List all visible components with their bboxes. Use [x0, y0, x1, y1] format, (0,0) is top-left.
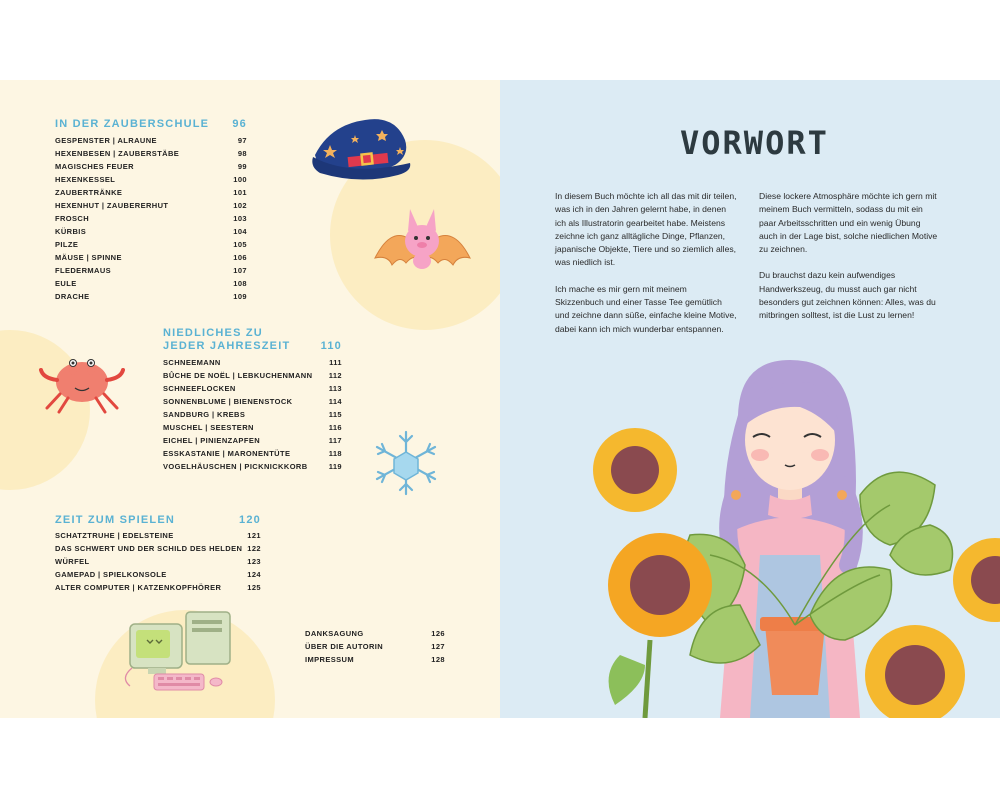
toc-item-label: EICHEL | PINIENZAPFEN: [163, 436, 261, 445]
toc-item-label: HEXENHUT | ZAUBERERHUT: [55, 201, 169, 210]
girl-with-plant-illustration: [590, 355, 1000, 718]
toc-item-label: FLEDERMAUS: [55, 266, 112, 275]
toc-item-label: ÜBER DIE AUTORIN: [305, 642, 384, 651]
foreword-paragraph: Du brauchst dazu kein aufwendiges Handwerkszeug, du musst auch gar nicht besonders gut zeichnen können: Alles, was du mitbringen solltest, ist die Lust zu lernen!: [759, 270, 936, 321]
toc-item[interactable]: [55, 581, 261, 594]
toc-item[interactable]: [55, 568, 261, 581]
toc-item[interactable]: [55, 277, 247, 290]
toc-item-page: 122: [247, 544, 261, 553]
toc-item-label: VOGELHÄUSCHEN | PICKNICKKORB: [163, 462, 308, 471]
bat-illustration: [370, 203, 475, 278]
toc-item-page: 115: [328, 410, 342, 419]
toc-item[interactable]: [55, 264, 247, 277]
toc-item[interactable]: [55, 134, 247, 147]
toc-item[interactable]: [163, 395, 342, 408]
toc-end-items: [305, 627, 445, 666]
toc-item-label: GAMEPAD | SPIELKONSOLE: [55, 570, 167, 579]
foreword-title: VORWORT: [680, 124, 829, 162]
toc-item-label: FROSCH: [55, 214, 90, 223]
toc-item-page: 123: [247, 557, 261, 566]
toc-item[interactable]: [55, 225, 247, 238]
toc-item-label: DAS SCHWERT UND DER SCHILD DES HELDEN: [55, 544, 243, 553]
toc-item-label: PILZE: [55, 240, 79, 249]
toc-item-label: DANKSAGUNG: [305, 629, 364, 638]
snowflake-illustration: [368, 428, 444, 498]
toc-item-label: SONNENBLUME | BIENENSTOCK: [163, 397, 293, 406]
toc-item-page: 126: [431, 629, 445, 638]
toc-item[interactable]: [55, 199, 247, 212]
toc-item-page: 97: [237, 136, 247, 145]
toc-item-page: 106: [233, 253, 247, 262]
foreword-paragraph: In diesem Buch möchte ich all das mit dir teilen, was ich in den Jahren gelernt habe, in denen ich als Illustratorin gearbeitet habe. Meistens zeichne ich ganz alltägliche Dinge, Pflanzen, japanische Objekte, Tiere und so ziemlich alles, was niedlich ist.: [555, 191, 737, 268]
toc-item[interactable]: [55, 542, 261, 555]
toc-section-zauberschule: [55, 118, 247, 303]
toc-item-page: 111: [329, 358, 342, 367]
book-spread: [0, 80, 1000, 718]
toc-item[interactable]: [55, 173, 247, 186]
toc-item[interactable]: [163, 382, 342, 395]
toc-item-label: HEXENBESEN | ZAUBERSTÄBE: [55, 149, 180, 158]
toc-item[interactable]: [163, 408, 342, 421]
toc-item-page: 117: [328, 436, 342, 445]
foreword-column-right: [759, 190, 941, 336]
toc-item-page: 98: [237, 149, 247, 158]
toc-item-label: SANDBURG | KREBS: [163, 410, 246, 419]
toc-item[interactable]: [55, 290, 247, 303]
toc-item[interactable]: [163, 369, 342, 382]
toc-item-label: SCHATZTRUHE | EDELSTEINE: [55, 531, 174, 540]
toc-item[interactable]: [163, 460, 342, 473]
toc-item-label: ZAUBERTRÄNKE: [55, 188, 123, 197]
toc-item-label: MÄUSE | SPINNE: [55, 253, 122, 262]
toc-item-page: 101: [233, 188, 247, 197]
toc-section-spielen: [55, 514, 261, 594]
foreword-paragraph: Ich mache es mir gern mit meinem Skizzenbuch und einer Tasse Tee gemütlich und zeichne dann süße, einfache kleine Motive, dabei kann ich mich wunderbar entspannen.: [555, 283, 737, 334]
toc-item-page: 100: [233, 175, 247, 184]
witch-hat-illustration: [310, 115, 415, 185]
toc-item[interactable]: [55, 212, 247, 225]
toc-page: [0, 80, 500, 718]
crab-illustration: [35, 342, 130, 417]
toc-item-page: 107: [233, 266, 247, 275]
section-title[interactable]: JEDER JAHRESZEIT 110: [163, 340, 342, 352]
toc-item-page: 121: [247, 531, 261, 540]
toc-item[interactable]: [305, 640, 445, 653]
toc-item-page: 103: [233, 214, 247, 223]
toc-item[interactable]: [55, 251, 247, 264]
toc-item-page: 125: [247, 583, 261, 592]
toc-item[interactable]: [305, 627, 445, 640]
toc-item-page: 127: [431, 642, 445, 651]
toc-item-label: MUSCHEL | SEESTERN: [163, 423, 254, 432]
foreword-column-left: [555, 190, 737, 349]
toc-item[interactable]: [55, 529, 261, 542]
toc-item-page: 113: [328, 384, 342, 393]
toc-item-label: SCHNEEFLOCKEN: [163, 384, 236, 393]
toc-item-page: 99: [237, 162, 247, 171]
toc-item[interactable]: [55, 186, 247, 199]
toc-item-page: 116: [328, 423, 342, 432]
section-title[interactable]: NIEDLICHES ZU: [163, 327, 263, 339]
toc-item-page: 109: [233, 292, 247, 301]
toc-item[interactable]: [163, 356, 342, 369]
toc-item[interactable]: [163, 434, 342, 447]
toc-item-page: 102: [233, 201, 247, 210]
foreword-page: [500, 80, 1000, 718]
toc-item-label: HEXENKESSEL: [55, 175, 116, 184]
toc-item[interactable]: [55, 147, 247, 160]
toc-item-page: 124: [247, 570, 261, 579]
toc-item-page: 118: [328, 449, 342, 458]
toc-item-label: ALTER COMPUTER | KATZENKOPFHÖRER: [55, 583, 222, 592]
foreword-paragraph: Diese lockere Atmosphäre möchte ich gern mit meinem Buch vermitteln, sodass du mit ein paar Arbeitsschritten und ein wenig Übung auch in der Lage bist, solche niedlichen Motive zu zeichnen.: [759, 191, 938, 255]
toc-item-page: 128: [431, 655, 445, 664]
toc-item-label: SCHNEEMANN: [163, 358, 221, 367]
toc-item-page: 108: [233, 279, 247, 288]
toc-item-label: IMPRESSUM: [305, 655, 355, 664]
toc-item-label: EULE: [55, 279, 77, 288]
toc-item-label: DRACHE: [55, 292, 90, 301]
section-title[interactable]: ZEIT ZUM SPIELEN 120: [55, 514, 261, 526]
toc-item[interactable]: [55, 160, 247, 173]
toc-item-page: 104: [233, 227, 247, 236]
toc-item-label: WÜRFEL: [55, 557, 90, 566]
section-title[interactable]: IN DER ZAUBERSCHULE 96: [55, 118, 247, 130]
toc-item-page: 114: [328, 397, 342, 406]
toc-item-page: 119: [328, 462, 342, 471]
toc-item[interactable]: [55, 238, 247, 251]
toc-item[interactable]: [55, 555, 261, 568]
toc-item-label: KÜRBIS: [55, 227, 87, 236]
toc-item-page: 105: [233, 240, 247, 249]
toc-section-jahreszeit: [163, 327, 342, 473]
toc-item-label: BÛCHE DE NOËL | LEBKUCHENMANN: [163, 371, 313, 380]
toc-item[interactable]: [305, 653, 445, 666]
toc-item-label: ESSKASTANIE | MARONENTÜTE: [163, 449, 291, 458]
retro-computer-illustration: [120, 606, 240, 701]
toc-item[interactable]: [163, 447, 342, 460]
toc-item-label: GESPENSTER | ALRAUNE: [55, 136, 157, 145]
sunflower: [593, 428, 677, 512]
toc-item-page: 112: [328, 371, 342, 380]
toc-item-label: MAGISCHES FEUER: [55, 162, 134, 171]
toc-item[interactable]: [163, 421, 342, 434]
